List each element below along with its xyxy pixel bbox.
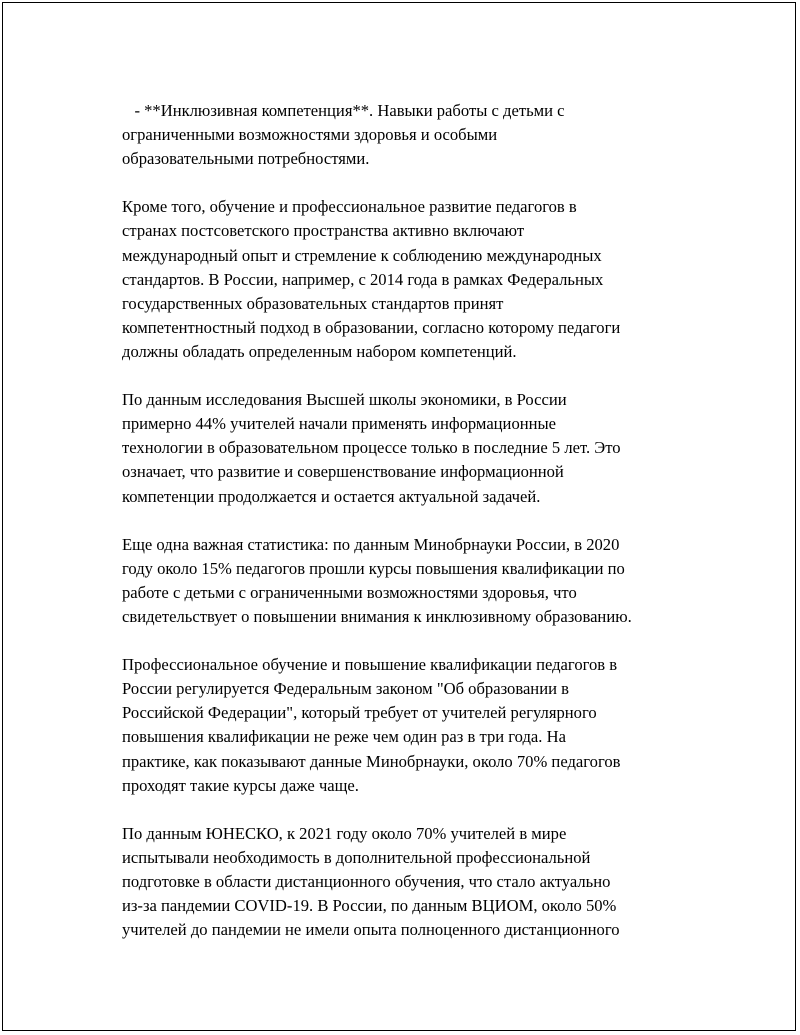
text-line: подготовке в области дистанционного обучения, что стало актуально [122, 872, 611, 891]
text-line: Российской Федерации", который требует от учителей регулярного [122, 703, 597, 723]
document-body [122, 99, 694, 966]
text-line: - **Инклюзивная компетенция**. Навыки работы с детьми с [122, 101, 565, 120]
text-line: По данным ЮНЕСКО, к 2021 году около 70% учителей в мире [122, 823, 567, 843]
text-line: По данным исследования Высшей школы экономики, в России [122, 390, 567, 410]
text-line: работе с детьми с ограниченными возможностями здоровья, что [122, 582, 577, 602]
paragraph-federal-law [122, 653, 694, 798]
paragraph-hse-study [122, 388, 694, 508]
text-line: ограниченными возможностями здоровья и особыми [122, 125, 498, 145]
text-line: международный опыт и стремление к соблюдению международных [122, 245, 602, 265]
text-line: учителей до пандемии не имели опыта полноценного дистанционного [122, 920, 620, 940]
text-line: странах постсоветского пространства активно включают [122, 221, 525, 241]
paragraph-unesco-distance-learning [122, 822, 694, 942]
text-line: образовательными потребностями. [122, 149, 370, 169]
text-line: Профессиональное обучение и повышение квалификации педагогов в [122, 655, 618, 675]
paragraph-international-standards [122, 195, 694, 364]
text-line: должны обладать определенным набором компетенций. [122, 341, 517, 361]
text-line: проходят такие курсы даже чаще. [122, 775, 359, 795]
text-line: практике, как показывают данные Минобрнауки, около 70% педагогов [122, 751, 621, 771]
text-line: Еще одна важная статистика: по данным Минобрнауки России, в 2020 [122, 534, 620, 554]
text-line: повышения квалификации не реже чем один раз в три года. На [122, 727, 566, 747]
paragraph-inclusive-competence [122, 99, 694, 171]
text-line: свидетельствует о повышении внимания к инклюзивному образованию. [122, 606, 632, 626]
text-line: компетентностный подход в образовании, согласно которому педагоги [122, 317, 621, 337]
text-line: примерно 44% учителей начали применять информационные [122, 414, 557, 434]
text-line: технологии в образовательном процессе только в последние 5 лет. Это [122, 438, 621, 458]
document-page [2, 2, 796, 1031]
text-line: испытывали необходимость в дополнительной профессиональной [122, 847, 591, 867]
text-line: означает, что развитие и совершенствование информационной [122, 462, 564, 482]
text-line: России регулируется Федеральным законом "Об образовании в [122, 679, 569, 699]
paragraph-minobrnauki-statistics [122, 533, 694, 629]
text-line: государственных образовательных стандартов принят [122, 293, 504, 313]
text-line: Кроме того, обучение и профессиональное развитие педагогов в [122, 197, 577, 217]
text-line: году около 15% педагогов прошли курсы повышения квалификации по [122, 558, 625, 578]
text-line: стандартов. В России, например, с 2014 года в рамках Федеральных [122, 269, 604, 289]
text-line: компетенции продолжается и остается актуальной задачей. [122, 486, 541, 506]
text-line: из-за пандемии COVID-19. В России, по данным ВЦИОМ, около 50% [122, 896, 617, 916]
